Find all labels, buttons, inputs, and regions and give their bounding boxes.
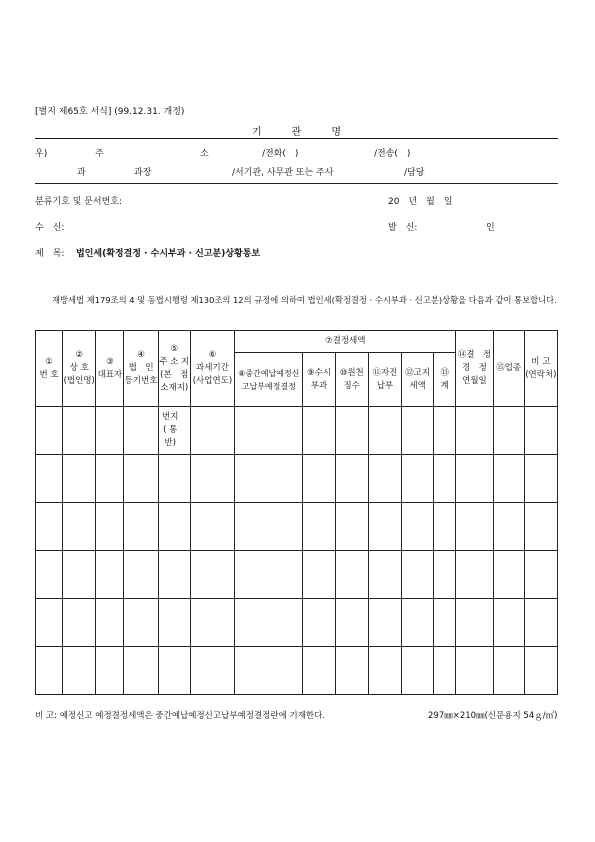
cell-representative[interactable] <box>96 551 124 599</box>
cell-registration[interactable] <box>124 503 158 551</box>
header-company-mark: ② <box>75 350 84 360</box>
header-notice-amount <box>402 353 434 407</box>
header-registration-sub: 등기번호 <box>124 376 158 386</box>
body-text: 재방세법 제179조의 4 및 동법시행령 제130조의 12의 규정에 의하여 법인세(확정결정 · 수시부과 · 신고분)상황을 다음과 같이 통보합니다. <box>52 295 557 305</box>
cell-registration[interactable] <box>124 551 158 599</box>
header-self-payment <box>368 353 401 407</box>
cell-registration[interactable] <box>124 455 158 503</box>
header-interim-line2: 고납부예정결정 <box>241 381 296 391</box>
table-row <box>36 647 558 695</box>
cell-interim[interactable] <box>235 407 303 455</box>
staff-label: /담당 <box>404 168 425 178</box>
cell-withholding[interactable] <box>335 455 368 503</box>
header-total-label: 계 <box>440 380 449 391</box>
cell-self-payment[interactable] <box>368 407 401 455</box>
cell-occasional[interactable] <box>303 599 335 647</box>
cell-company[interactable] <box>63 599 96 647</box>
cell-remarks[interactable] <box>524 503 557 551</box>
header-interim-line1: ⑧중간예납예정신 <box>238 368 300 378</box>
table-row <box>36 551 558 599</box>
cell-total[interactable] <box>434 407 456 455</box>
cell-notice[interactable] <box>402 455 434 503</box>
phone-label: /전화( ) <box>262 149 299 159</box>
cell-decision-date[interactable] <box>456 551 493 599</box>
header-company-label: 상 호 <box>69 363 89 373</box>
cell-occasional[interactable] <box>303 503 335 551</box>
table-row <box>36 599 558 647</box>
header-representative <box>96 331 124 407</box>
cell-tax-period[interactable] <box>190 455 234 503</box>
cell-company[interactable] <box>63 455 96 503</box>
address-fill-unit: ( 통 반) <box>163 425 178 448</box>
cell-self-payment[interactable] <box>368 551 401 599</box>
cell-address[interactable] <box>158 647 190 695</box>
cell-registration[interactable] <box>124 647 158 695</box>
cell-address[interactable] <box>158 455 190 503</box>
table-row <box>36 407 558 455</box>
header-self-payment-line2: 납부 <box>376 380 394 391</box>
header-address-sub2: 소재지) <box>160 382 189 393</box>
doc-number-label: 분류기호 및 문서번호: <box>35 197 123 207</box>
cell-occasional[interactable] <box>303 647 335 695</box>
cell-number[interactable] <box>36 599 63 647</box>
cell-remarks[interactable] <box>524 647 557 695</box>
cell-remarks[interactable] <box>524 407 557 455</box>
cell-notice[interactable] <box>402 599 434 647</box>
header-company-sub: (법인명) <box>63 376 95 386</box>
cell-total[interactable] <box>434 455 456 503</box>
header-withholding <box>335 353 368 407</box>
header-bottom-rule <box>35 183 558 184</box>
footer-note: 비 고: 예정신고 예정결정세액은 중간예납예정신고납부예정결정란에 기재한다. <box>35 711 326 721</box>
cell-tax-period[interactable] <box>190 551 234 599</box>
form-number: [별지 제65호 서식] (99.12.31. 개정) <box>35 107 185 117</box>
header-notice-line1: ⑫고지 <box>405 367 431 378</box>
cell-industry[interactable] <box>493 455 524 503</box>
header-top-rule <box>35 138 558 139</box>
clerk-label: /서기관, 사무관 또는 주사 <box>232 168 334 178</box>
cell-company[interactable] <box>63 551 96 599</box>
cell-address[interactable] <box>158 551 190 599</box>
cell-number[interactable] <box>36 455 63 503</box>
cell-remarks[interactable] <box>524 599 557 647</box>
seal-label: 인 <box>486 223 495 233</box>
cell-number[interactable] <box>36 407 63 455</box>
header-address-label: 주 소 지 <box>159 356 190 367</box>
cell-representative[interactable] <box>96 599 124 647</box>
cell-tax-period[interactable] <box>190 503 234 551</box>
cell-representative[interactable] <box>96 455 124 503</box>
table-row <box>36 455 558 503</box>
cell-decision-date[interactable] <box>456 599 493 647</box>
cell-total[interactable] <box>434 599 456 647</box>
cell-withholding[interactable] <box>335 647 368 695</box>
cell-industry[interactable] <box>493 599 524 647</box>
cell-number[interactable] <box>36 647 63 695</box>
header-number-mark: ① <box>45 356 53 367</box>
cell-interim[interactable] <box>235 599 303 647</box>
cell-withholding[interactable] <box>335 503 368 551</box>
cell-representative[interactable] <box>96 407 124 455</box>
cell-total[interactable] <box>434 647 456 695</box>
header-address-sub1: (본 점 <box>160 369 189 380</box>
header-number <box>36 331 63 407</box>
cell-address[interactable] <box>158 599 190 647</box>
cell-remarks[interactable] <box>524 455 557 503</box>
address-fill-note <box>159 411 182 450</box>
section-chief-label: 과장 <box>134 168 152 178</box>
header-representative-label: 대표자 <box>97 369 123 380</box>
cell-registration[interactable] <box>124 407 158 455</box>
header-withholding-line1: ⑩원천 <box>339 367 364 378</box>
cell-self-payment[interactable] <box>368 503 401 551</box>
header-tax-period-sub: (사업연도) <box>192 376 233 386</box>
cell-tax-period[interactable] <box>190 647 234 695</box>
header-remarks <box>524 331 557 407</box>
recipient-label: 수 신: <box>35 223 65 233</box>
cell-notice[interactable] <box>402 551 434 599</box>
header-remarks-label: 비 고 <box>531 356 551 367</box>
cell-withholding[interactable] <box>335 407 368 455</box>
header-address-mark: ⑤ <box>170 343 179 354</box>
cell-number[interactable] <box>36 503 63 551</box>
header-company <box>63 331 96 407</box>
header-tax-period-mark: ⑥ <box>208 350 217 360</box>
cell-representative[interactable] <box>96 647 124 695</box>
header-registration <box>124 331 158 407</box>
dept-label: 과 <box>77 168 86 178</box>
cell-decision-date[interactable] <box>456 503 493 551</box>
cell-industry[interactable] <box>493 407 524 455</box>
header-total-mark: ⑬ <box>440 367 450 378</box>
header-representative-mark: ③ <box>106 356 114 367</box>
cell-decision-date[interactable] <box>456 647 493 695</box>
header-tax-period <box>190 331 234 407</box>
header-occasional-line2: 부과 <box>310 380 328 391</box>
cell-notice[interactable] <box>402 503 434 551</box>
address-label: 주 <box>95 149 104 159</box>
cell-notice[interactable] <box>402 407 434 455</box>
paper-spec: 297㎜×210㎜(신문용지 54ｇ/㎡) <box>428 711 558 721</box>
cell-withholding[interactable] <box>335 551 368 599</box>
org-title: 기 관 명 <box>252 127 341 138</box>
header-self-payment-line1: ⑪자진 <box>372 367 398 378</box>
header-decision-date <box>456 331 493 407</box>
table-row <box>36 503 558 551</box>
header-number-label: 번 호 <box>39 369 59 380</box>
cell-number[interactable] <box>36 551 63 599</box>
tax-status-table <box>35 330 558 695</box>
cell-interim[interactable] <box>235 647 303 695</box>
header-occasional-levy <box>303 353 335 407</box>
cell-occasional[interactable] <box>303 551 335 599</box>
cell-registration[interactable] <box>124 599 158 647</box>
cell-decision-date[interactable] <box>456 407 493 455</box>
address-fill-lot: 번지 <box>162 412 179 422</box>
header-tax-period-label: 과세기간 <box>196 363 229 373</box>
header-total <box>434 353 456 407</box>
header-notice-line2: 세액 <box>409 380 426 391</box>
header-interim-prepayment <box>235 353 303 407</box>
header-decision-date-line1: ⑭결 정 <box>457 350 492 360</box>
subject-label: 제 목: <box>35 249 65 259</box>
cell-industry[interactable] <box>493 647 524 695</box>
header-registration-mark: ④ <box>137 350 145 360</box>
cell-occasional[interactable] <box>303 407 335 455</box>
cell-tax-period[interactable] <box>190 407 234 455</box>
header-occasional-line1: ⑨수시 <box>307 367 332 378</box>
cell-notice[interactable] <box>402 647 434 695</box>
cell-withholding[interactable] <box>335 599 368 647</box>
header-registration-label: 법 인 <box>128 363 154 373</box>
cell-industry[interactable] <box>493 503 524 551</box>
header-industry-label: ⑮업종 <box>496 363 522 373</box>
cell-interim[interactable] <box>235 503 303 551</box>
cell-occasional[interactable] <box>303 455 335 503</box>
postal-label: 우) <box>35 149 48 159</box>
cell-interim[interactable] <box>235 455 303 503</box>
cell-address[interactable] <box>158 407 190 455</box>
cell-interim[interactable] <box>235 551 303 599</box>
cell-representative[interactable] <box>96 503 124 551</box>
cell-industry[interactable] <box>493 551 524 599</box>
header-industry <box>493 331 524 407</box>
sender-label: 발 신: <box>388 223 418 233</box>
cell-self-payment[interactable] <box>368 455 401 503</box>
cell-self-payment[interactable] <box>368 647 401 695</box>
subject-value: 법인세(확정결정 · 수시부과 · 신고분)상황통보 <box>76 249 261 259</box>
cell-tax-period[interactable] <box>190 599 234 647</box>
cell-total[interactable] <box>434 503 456 551</box>
header-decision-date-line3: 연월일 <box>462 376 487 386</box>
header-decided-tax-group: ⑦결정세액 <box>235 331 456 353</box>
cell-company[interactable] <box>63 647 96 695</box>
header-address <box>158 331 190 407</box>
cell-total[interactable] <box>434 551 456 599</box>
cell-company[interactable] <box>63 407 96 455</box>
header-withholding-line2: 징수 <box>343 380 360 391</box>
cell-company[interactable] <box>63 503 96 551</box>
header-remarks-sub: (연락처) <box>525 369 557 380</box>
fax-label: /전송( ) <box>374 149 411 159</box>
cell-self-payment[interactable] <box>368 599 401 647</box>
cell-address[interactable] <box>158 503 190 551</box>
cell-decision-date[interactable] <box>456 455 493 503</box>
header-decision-date-line2: 경 정 <box>461 363 487 373</box>
date-label: 20 년 월 일 <box>388 197 453 207</box>
address-label-so: 소 <box>200 149 209 159</box>
cell-remarks[interactable] <box>524 551 557 599</box>
